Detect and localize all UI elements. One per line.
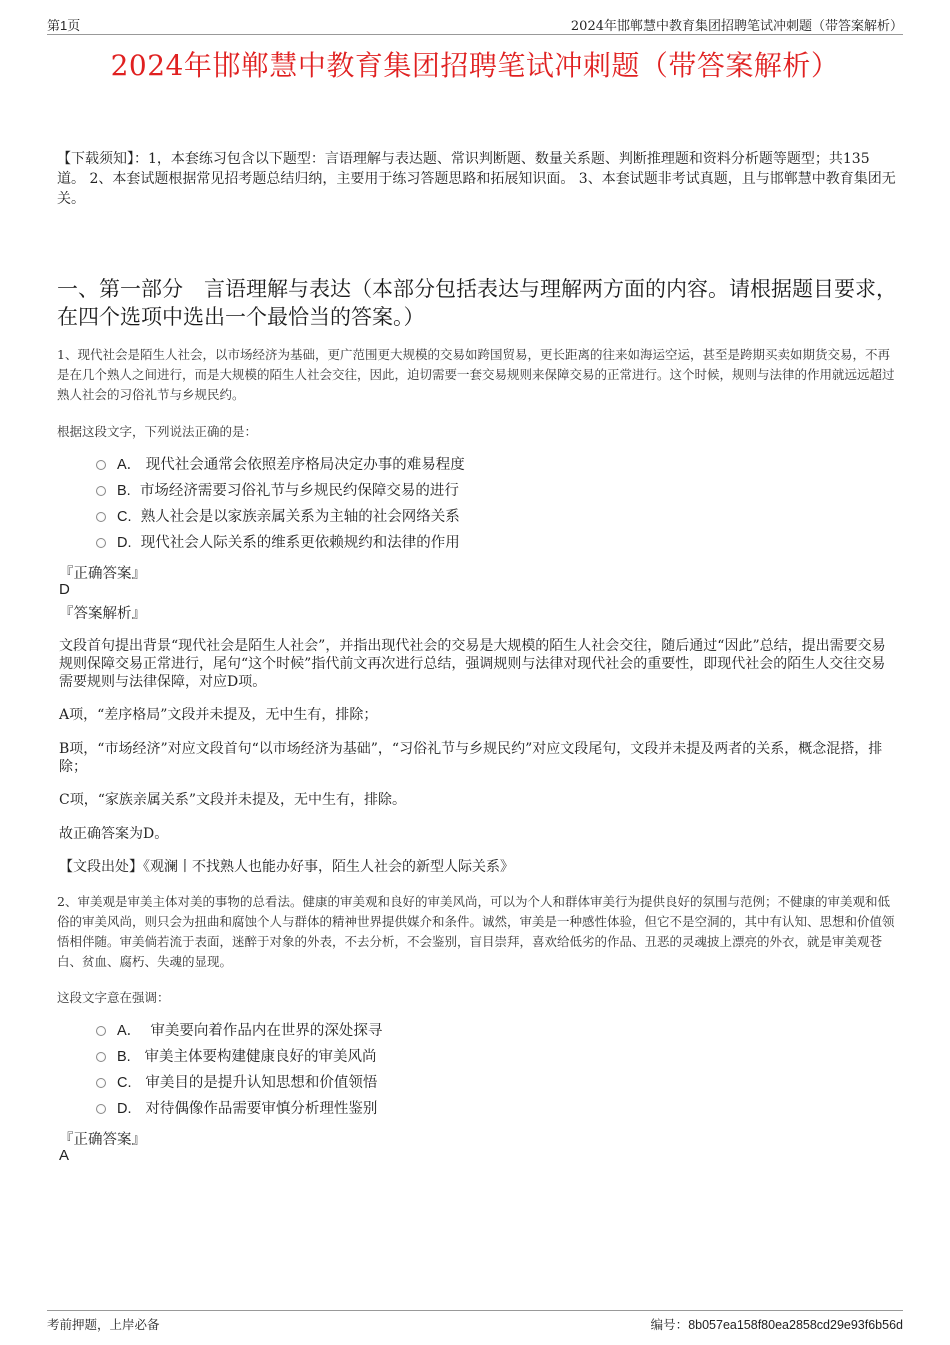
radio-icon[interactable]: [96, 1078, 106, 1088]
page-title: 2024年邯郸慧中教育集团招聘笔试冲刺题（带答案解析）: [110, 49, 840, 82]
correct-answer: A: [59, 1147, 70, 1164]
radio-icon[interactable]: [96, 1052, 106, 1062]
section-heading: 一、第一部分 言语理解与表达（本部分包括表达与理解两方面的内容。请根据题目要求，在四个选项中选出一个最恰当的答案。）: [57, 277, 897, 329]
option-d[interactable]: D. 对待偶像作品需要审慎分析理性鉴别: [96, 1096, 382, 1122]
header-doc-title: 2024年邯郸慧中教育集团招聘笔试冲刺题（带答案解析）: [570, 19, 903, 34]
analysis-paragraph: 文段首句提出背景“现代社会是陌生人社会”，并指出现代社会的交易是大规模的陌生人社会交往，随后通过“因此”总结，提出需要交易规则保障交易正常进行，尾句“这个时候”指代前文再次进行总结，强调规则与法律对现代社会的重要性，即现代社会的陌生人交往交易需要规则与法律保障，对应D项。: [59, 638, 886, 690]
question-2-stem: 这段文字意在强调：: [57, 990, 170, 1005]
radio-icon[interactable]: [96, 1104, 106, 1114]
correct-answer: D: [59, 581, 70, 598]
download-notice: 【下载须知】：1，本套练习包含以下题型：言语理解与表达题、常识判断题、数量关系题、判断推理题和资料分析题等题型；共135道。 2、本套试题根据常见招考题总结归纳，主要用于练习答题思路和拓展知识面。 3、本套试题非考试真题，且与邯郸慧中教育集团无关。: [57, 151, 896, 207]
question-1-stem: 根据这段文字，下列说法正确的是：: [57, 424, 258, 439]
question-1-text: 1、现代社会是陌生人社会，以市场经济为基础，更广范围更大规模的交易如跨国贸易，更长距离的往来如海运空运，甚至是跨期买卖如期货交易，不再是在几个熟人之间进行，而是大规模的陌生人社会交往，因此，迫切需要一套交易规则来保障交易的正常进行。这个时候，规则与法律的作用就远远超过熟人社会的习俗礼节与乡规民约。: [57, 347, 895, 402]
option-a[interactable]: A． 现代社会通常会依照差序格局决定办事的难易程度: [96, 452, 465, 478]
document-id: 编号：8b057ea158f80ea2858cd29e93f6b56d: [650, 1317, 903, 1332]
radio-icon[interactable]: [96, 460, 106, 470]
question-1-options: [96, 452, 465, 556]
answer-label: 『正确答案』: [59, 1132, 146, 1148]
radio-icon[interactable]: [96, 1026, 106, 1036]
question-2-options: [96, 1018, 382, 1122]
answer-label: 『正确答案』: [59, 566, 146, 582]
analysis-paragraph: 故正确答案为D。: [59, 826, 169, 842]
option-a[interactable]: A． 审美要向着作品内在世界的深处探寻: [96, 1018, 382, 1044]
footer-slogan: 考前押题，上岸必备: [47, 1317, 160, 1332]
analysis-paragraph: B项，“市场经济”对应文段首句“以市场经济为基础”，“习俗礼节与乡规民约”对应文段尾句，文段并未提及两者的关系，概念混搭，排除；: [59, 741, 883, 775]
source-citation: 【文段出处】《观澜丨不找熟人也能办好事，陌生人社会的新型人际关系》: [59, 859, 514, 875]
page-footer: [47, 1310, 903, 1332]
analysis-paragraph: C项，“家族亲属关系”文段并未提及，无中生有，排除。: [59, 792, 407, 808]
option-c[interactable]: C. 熟人社会是以家族亲属关系为主轴的社会网络关系: [96, 504, 465, 530]
page-number: 第1页: [47, 18, 81, 33]
radio-icon[interactable]: [96, 512, 106, 522]
radio-icon[interactable]: [96, 486, 106, 496]
option-b[interactable]: B. 审美主体要构建健康良好的审美风尚: [96, 1044, 382, 1070]
analysis-paragraph: A项，“差序格局”文段并未提及，无中生有，排除；: [59, 707, 378, 723]
option-c[interactable]: C. 审美目的是提升认知思想和价值领悟: [96, 1070, 382, 1096]
analysis-label: 『答案解析』: [59, 606, 146, 622]
question-2-text: 2、审美观是审美主体对美的事物的总看法。健康的审美观和良好的审美风尚，可以为个人和群体审美行为提供良好的氛围与范例；不健康的审美观和低俗的审美风尚，则只会为扭曲和腐蚀个人与群体的精神世界提供媒介和条件。诚然，审美是一种感性体验，但它不是空洞的，其中有认知、思想和价值领悟相伴随。审美倘若流于表面，迷醉于对象的外表，不去分析，不会鉴别，盲目崇拜，喜欢给低劣的作品、丑恶的灵魂披上漂亮的外衣，就是审美观苍白、贫血、腐朽、失魂的显现。: [57, 894, 895, 969]
radio-icon[interactable]: [96, 538, 106, 548]
page-header: [47, 14, 903, 35]
option-d[interactable]: D. 现代社会人际关系的维系更依赖规约和法律的作用: [96, 530, 465, 556]
option-b[interactable]: B. 市场经济需要习俗礼节与乡规民约保障交易的进行: [96, 478, 465, 504]
